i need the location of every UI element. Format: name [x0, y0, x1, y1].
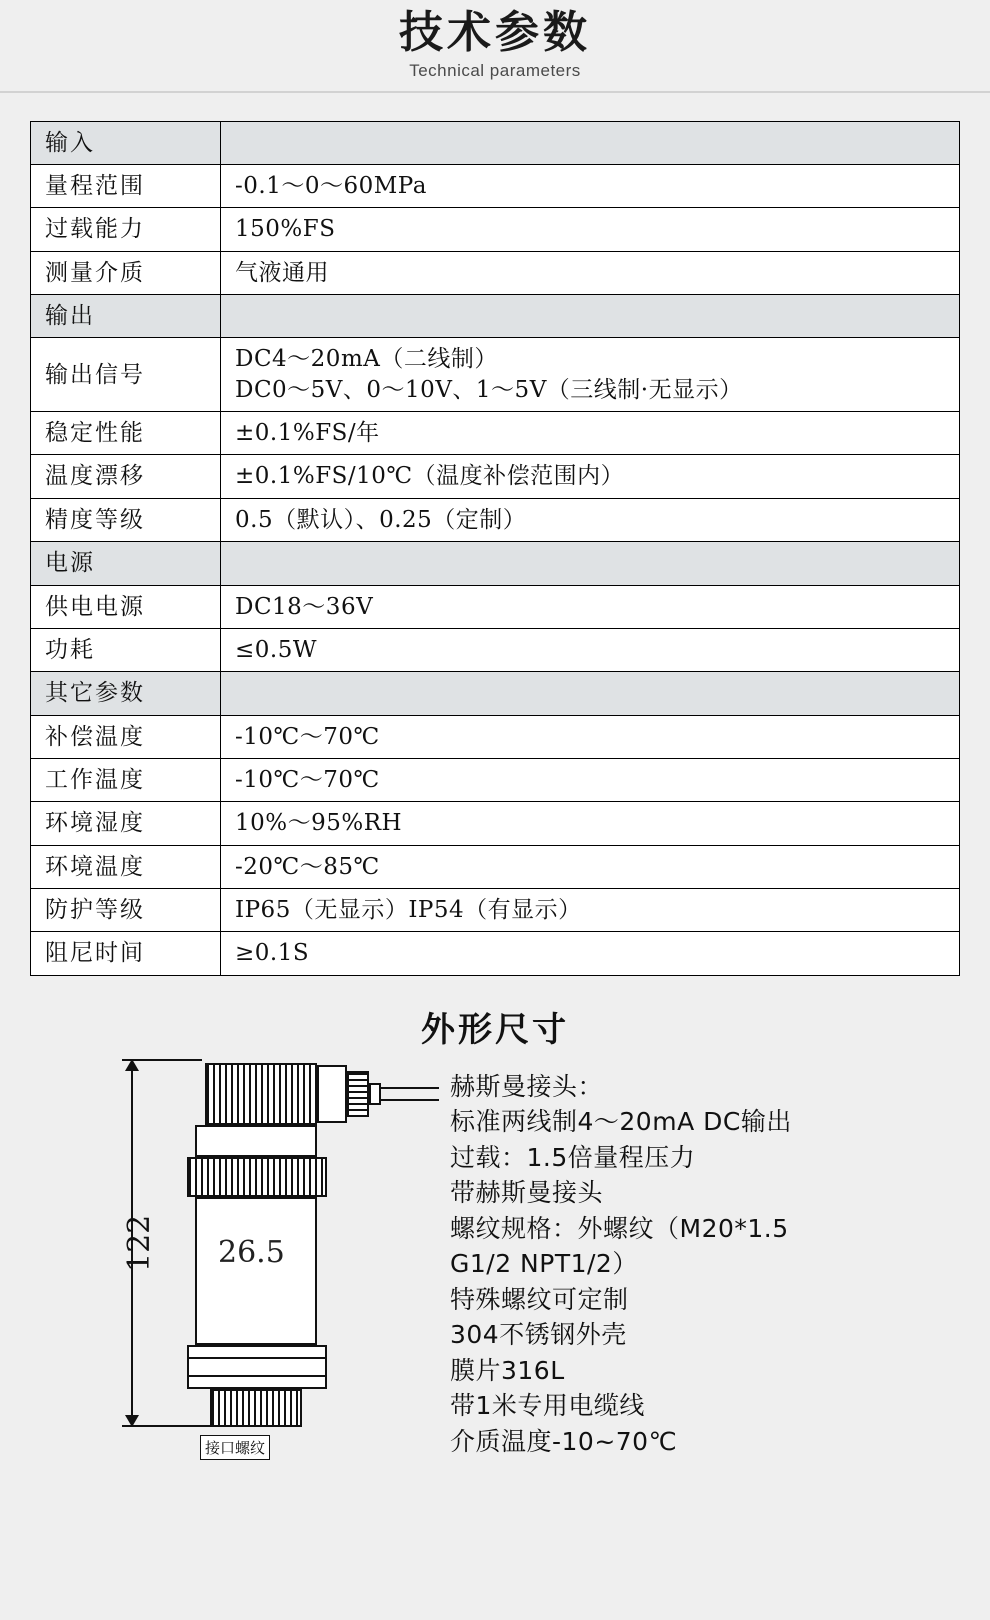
- spec-section-row: [31, 542, 960, 585]
- page-title: 技术参数: [399, 7, 591, 58]
- spec-value-line: ±0.1%FS/年: [235, 420, 380, 447]
- header-divider: [0, 91, 990, 93]
- spec-value-cell: [221, 758, 960, 801]
- spec-value-cell: [221, 672, 960, 715]
- spec-value-cell: [221, 802, 960, 845]
- spec-value-line: DC4～20mA（二线制）: [235, 346, 498, 373]
- dimensions-body: [0, 1057, 990, 1477]
- dimension-tick-bottom: [122, 1425, 212, 1427]
- knurled-ring: [187, 1157, 327, 1197]
- connector-pin-housing: [369, 1083, 381, 1105]
- hex-nut: [187, 1345, 327, 1389]
- table-row: [31, 802, 960, 845]
- spec-value-cell: [221, 845, 960, 888]
- spec-value-cell: [221, 208, 960, 251]
- page-subtitle: Technical parameters: [409, 60, 581, 80]
- spec-label-cell: 测量介质: [31, 251, 221, 294]
- table-row: [31, 412, 960, 455]
- table-row: [31, 758, 960, 801]
- table-row: [31, 251, 960, 294]
- description-line: 304不锈钢外壳: [450, 1320, 627, 1350]
- spec-value-line: ±0.1%FS/10℃（温度补偿范围内）: [235, 463, 625, 490]
- description-line: 赫斯曼接头：: [450, 1071, 604, 1101]
- spec-label-cell: 环境湿度: [31, 802, 221, 845]
- spec-value-cell: [221, 412, 960, 455]
- spec-label-cell: 输出: [31, 295, 221, 338]
- spec-label-cell: 补偿温度: [31, 715, 221, 758]
- description-line: 带1米专用电缆线: [450, 1391, 645, 1421]
- description-line: 介质温度-10~70℃: [450, 1426, 678, 1456]
- description-line: G1/2 NPT1/2）: [450, 1249, 638, 1279]
- connector-collar: [317, 1065, 347, 1123]
- thread-callout-label: 接口螺纹: [200, 1435, 270, 1460]
- connector-plug: [347, 1071, 369, 1117]
- spec-value-line: ≥0.1S: [235, 940, 310, 967]
- description-line: 膜片316L: [450, 1355, 565, 1385]
- spec-value-cell: [221, 498, 960, 541]
- spec-value-cell: [221, 628, 960, 671]
- spec-section-row: [31, 121, 960, 164]
- spec-value-cell: [221, 455, 960, 498]
- spec-label-cell: 防护等级: [31, 889, 221, 932]
- spec-value-line: DC0～5V、0～10V、1～5V（三线制·无显示）: [235, 376, 743, 403]
- hex-nut-edge-lower: [187, 1375, 327, 1377]
- spec-section-row: [31, 295, 960, 338]
- spec-label-cell: 量程范围: [31, 164, 221, 207]
- spec-label-cell: 输出信号: [31, 338, 221, 412]
- dimension-diameter-label: 26.5: [218, 1234, 285, 1270]
- description-line: 螺纹规格：外螺纹（M20*1.5: [450, 1213, 789, 1243]
- spec-label-cell: 电源: [31, 542, 221, 585]
- table-row: [31, 208, 960, 251]
- spec-value-line: 10%～95%RH: [235, 810, 403, 837]
- connector-top-body: [205, 1063, 317, 1125]
- spec-table: [30, 121, 960, 976]
- spec-value-cell: [221, 542, 960, 585]
- spec-label-cell: 工作温度: [31, 758, 221, 801]
- spec-value-line: -0.1～0～60MPa: [235, 172, 427, 199]
- table-row: [31, 338, 960, 412]
- spec-table-wrap: [0, 103, 990, 976]
- product-dimension-drawing: [30, 1057, 430, 1477]
- spec-value-cell: [221, 164, 960, 207]
- spec-label-cell: 其它参数: [31, 672, 221, 715]
- description-line: 过载：1.5倍量程压力: [450, 1142, 696, 1172]
- spec-label-cell: 环境温度: [31, 845, 221, 888]
- table-row: [31, 455, 960, 498]
- spec-value-cell: [221, 121, 960, 164]
- spec-value-cell: [221, 715, 960, 758]
- connector-neck: [195, 1125, 317, 1157]
- cable-line-lower: [381, 1099, 439, 1101]
- spec-label-cell: 稳定性能: [31, 412, 221, 455]
- table-row: [31, 889, 960, 932]
- spec-value-cell: [221, 338, 960, 412]
- table-row: [31, 498, 960, 541]
- spec-value-line: -10℃～70℃: [235, 766, 380, 793]
- spec-value-cell: [221, 889, 960, 932]
- spec-label-cell: 温度漂移: [31, 455, 221, 498]
- spec-value-line: -10℃～70℃: [235, 723, 380, 750]
- spec-value-line: IP65（无显示）IP54（有显示）: [235, 897, 582, 924]
- description-line: 标准两线制4～20mA DC输出: [450, 1107, 792, 1137]
- spec-value-cell: [221, 932, 960, 975]
- spec-label-cell: 过载能力: [31, 208, 221, 251]
- sensor-main-body: [195, 1197, 317, 1345]
- spec-label-cell: 功耗: [31, 628, 221, 671]
- dimension-tick-top: [122, 1059, 202, 1061]
- table-row: [31, 932, 960, 975]
- spec-value-line: -20℃～85℃: [235, 853, 380, 880]
- spec-label-cell: 阻尼时间: [31, 932, 221, 975]
- table-row: [31, 585, 960, 628]
- table-row: [31, 628, 960, 671]
- spec-value-line: 气液通用: [235, 259, 329, 286]
- spec-value-cell: [221, 585, 960, 628]
- spec-label-cell: 输入: [31, 121, 221, 164]
- description-line: 特殊螺纹可定制: [450, 1284, 629, 1314]
- spec-value-line: 150%FS: [235, 216, 336, 243]
- spec-value-line: DC18～36V: [235, 593, 374, 620]
- table-row: [31, 715, 960, 758]
- hex-nut-edge-upper: [187, 1357, 327, 1359]
- spec-value-line: 0.5（默认）、0.25（定制）: [235, 506, 527, 533]
- spec-value-line: ≤0.5W: [235, 636, 317, 663]
- cable-line-upper: [381, 1087, 439, 1089]
- dimensions-title: 外形尺寸: [421, 1009, 569, 1050]
- spec-value-cell: [221, 251, 960, 294]
- process-thread: [210, 1389, 302, 1427]
- dimension-height-label: 122: [122, 1214, 157, 1272]
- description-line: 带赫斯曼接头: [450, 1178, 604, 1208]
- spec-label-cell: 精度等级: [31, 498, 221, 541]
- spec-section-row: [31, 672, 960, 715]
- table-row: [31, 845, 960, 888]
- spec-label-cell: 供电电源: [31, 585, 221, 628]
- dimensions-description-list: [430, 1057, 970, 1460]
- page-header: [0, 0, 990, 103]
- spec-value-cell: [221, 295, 960, 338]
- table-row: [31, 164, 960, 207]
